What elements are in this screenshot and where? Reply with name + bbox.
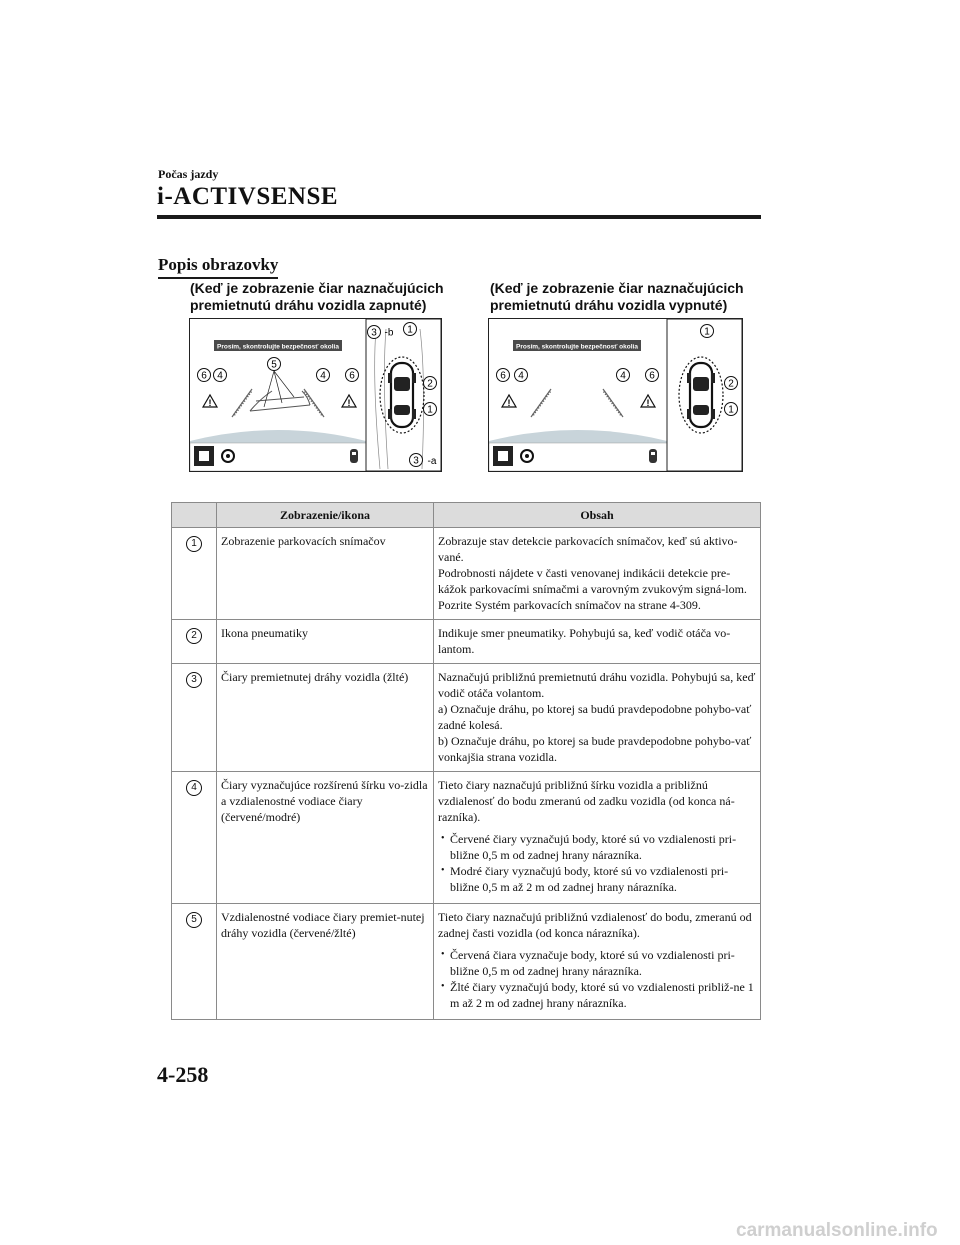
- row-item: Vzdialenostné vodiace čiary premiet-nutej dráhy vozidla (červené/žlté): [217, 904, 434, 1020]
- table-header-num: [172, 503, 217, 528]
- svg-text:6: 6: [349, 370, 355, 382]
- figure-2-caption-line-1: (Keď je zobrazenie čiar naznačujúcich: [490, 280, 744, 296]
- warning-icon-right: [641, 395, 655, 408]
- row-desc-line: Zobrazuje stav detekcie parkovacích snímačov, keď sú aktivo-vané.: [438, 534, 738, 564]
- safety-banner-text: Prosím, skontrolujte bezpečnosť okolia: [516, 343, 638, 351]
- row-number: 4: [186, 780, 202, 796]
- row-number-cell: [172, 772, 217, 904]
- row-number-cell: [172, 620, 217, 664]
- figure-2-caption-line-2: premietnutú dráhu vozidla vypnuté): [490, 297, 728, 313]
- view-car-icon[interactable]: [350, 449, 358, 463]
- bottom-bar: [489, 443, 667, 471]
- svg-text:!: !: [646, 398, 650, 408]
- row-desc-line: Pozrite Systém parkovacích snímačov na strane 4-309.: [438, 598, 701, 612]
- row-number-cell: [172, 904, 217, 1020]
- figure-1-screen: [189, 318, 442, 472]
- subheading: Popis obrazovky: [158, 255, 278, 279]
- table-header-row: [172, 503, 761, 528]
- svg-text:4: 4: [518, 370, 524, 382]
- row-desc-line: Tieto čiary naznačujú približnú vzdialenosť do bodu, zmeranú od zadnej časti vozidla (od konca nárazníka).: [438, 910, 752, 940]
- row-number: 1: [186, 536, 202, 552]
- svg-text:!: !: [507, 398, 511, 408]
- svg-text:1: 1: [427, 404, 433, 416]
- row-number-cell: [172, 528, 217, 620]
- row-desc-line: b) Označuje dráhu, po ktorej sa bude pravdepodobne pohybo-vať vonkajšia strana vozidla.: [438, 734, 752, 764]
- safety-banner-text: Prosím, skontrolujte bezpečnosť okolia: [217, 343, 339, 351]
- svg-text:!: !: [347, 398, 351, 408]
- svg-text:4: 4: [217, 370, 223, 382]
- svg-text:6: 6: [500, 370, 506, 382]
- view-car-icon[interactable]: [649, 449, 657, 463]
- row-number: 2: [186, 628, 202, 644]
- svg-text:1: 1: [728, 404, 734, 416]
- figure-1-caption: [190, 280, 444, 314]
- camera-callouts: [497, 369, 659, 382]
- row-bullet: • Žlté čiary vyznačujú body, ktoré sú vo vzdialenosti približ-ne 1 m až 2 m od zadnej hrany nárazníka.: [438, 979, 756, 1011]
- row-desc-line: Naznačujú približnú premietnutú dráhu vozidla. Pohybujú sa, keď vodič otáča volantom.: [438, 670, 756, 700]
- table-row: [172, 620, 761, 664]
- parking-sensor-button[interactable]: [493, 446, 513, 466]
- svg-text:6: 6: [201, 370, 207, 382]
- settings-gear-icon[interactable]: [222, 450, 234, 462]
- row-number-cell: [172, 664, 217, 772]
- row-bullet: • Modré čiary vyznačujú body, ktoré sú vo vzdialenosti pri-bližne 0,5 m až 2 m od zadnej hrany nárazníka.: [438, 863, 756, 895]
- figure-2-caption: [490, 280, 744, 314]
- svg-text:4: 4: [620, 370, 626, 382]
- settings-gear-icon[interactable]: [521, 450, 533, 462]
- row-bullet: • Červená čiara vyznačuje body, ktoré sú vo vzdialenosti pri-bližne 0,5 m od zadnej hrany nárazníka.: [438, 947, 756, 979]
- parking-sensor-button[interactable]: [194, 446, 214, 466]
- row-number: 5: [186, 912, 202, 928]
- svg-text:1: 1: [704, 326, 710, 338]
- page-number: 4-258: [157, 1062, 209, 1087]
- svg-text:!: !: [208, 398, 212, 408]
- row-desc: [434, 620, 761, 664]
- bottom-bar: [190, 443, 366, 471]
- figure-1-caption-line-2: premietnutú dráhu vozidla zapnuté): [190, 297, 427, 313]
- row-item: Čiary vyznačujúce rozšírenú šírku vo-zidla a vzdialenostné vodiace čiary (červené/modré): [217, 772, 434, 904]
- row-item: Zobrazenie parkovacích snímačov: [217, 528, 434, 620]
- width-guide-lines: [531, 389, 623, 417]
- row-desc: [434, 664, 761, 772]
- row-item: Čiary premietnutej dráhy vozidla (žlté): [217, 664, 434, 772]
- row-desc-line: Podrobnosti nájdete v časti venovanej indikácii detekcie pre-kážok parkovacími snímačmi a varovným zvukovým signá-lom.: [438, 566, 747, 596]
- row-desc: [434, 904, 761, 1020]
- row-desc: [434, 772, 761, 904]
- header-rule: [157, 215, 761, 219]
- table-row: [172, 904, 761, 1020]
- row-desc-line: Tieto čiary naznačujú približnú šírku vozidla a približnú vzdialenosť do bodu zmeranú od zadku vozidla (od konca ná-razníka).: [438, 778, 735, 824]
- row-bullets: [438, 831, 756, 895]
- svg-text:-a: -a: [427, 456, 437, 467]
- warning-icon-left: [502, 395, 516, 408]
- watermark: carmanualsonline.info: [736, 1220, 938, 1241]
- row-desc-line: Indikuje smer pneumatiky. Pohybujú sa, keď vodič otáča vo-lantom.: [438, 626, 731, 656]
- row-bullet: • Červené čiary vyznačujú body, ktoré sú vo vzdialenosti pri-bližne 0,5 m od zadnej hrany nárazníka.: [438, 831, 756, 863]
- svg-text:1: 1: [407, 324, 413, 336]
- figure-2-graphic: [489, 319, 742, 471]
- table-row: [172, 772, 761, 904]
- table-row: [172, 664, 761, 772]
- svg-text:6: 6: [649, 370, 655, 382]
- svg-text:3: 3: [413, 455, 419, 467]
- svg-text:2: 2: [427, 378, 433, 390]
- row-desc-line: a) Označuje dráhu, po ktorej sa budú pravdepodobne pohybo-vať zadné kolesá.: [438, 702, 752, 732]
- figure-2-screen: [488, 318, 743, 472]
- table-header-item: Zobrazenie/ikona: [217, 503, 434, 528]
- svg-text:5: 5: [271, 359, 277, 371]
- svg-text:2: 2: [728, 378, 734, 390]
- chapter-title: Počas jazdy: [158, 167, 219, 181]
- bumper-shade: [489, 430, 667, 443]
- row-item: Ikona pneumatiky: [217, 620, 434, 664]
- figure-1-caption-line-1: (Keď je zobrazenie čiar naznačujúcich: [190, 280, 444, 296]
- svg-text:3: 3: [371, 327, 377, 339]
- legend-table: [171, 502, 761, 1020]
- row-number: 3: [186, 672, 202, 688]
- row-desc: [434, 528, 761, 620]
- table-row: [172, 528, 761, 620]
- svg-text:-b: -b: [384, 327, 394, 339]
- row-bullets: [438, 947, 756, 1011]
- section-title: i-ACTIVSENSE: [157, 183, 339, 210]
- svg-text:4: 4: [320, 370, 326, 382]
- table-header-content: Obsah: [434, 503, 761, 528]
- figure-1-graphic: [190, 319, 441, 471]
